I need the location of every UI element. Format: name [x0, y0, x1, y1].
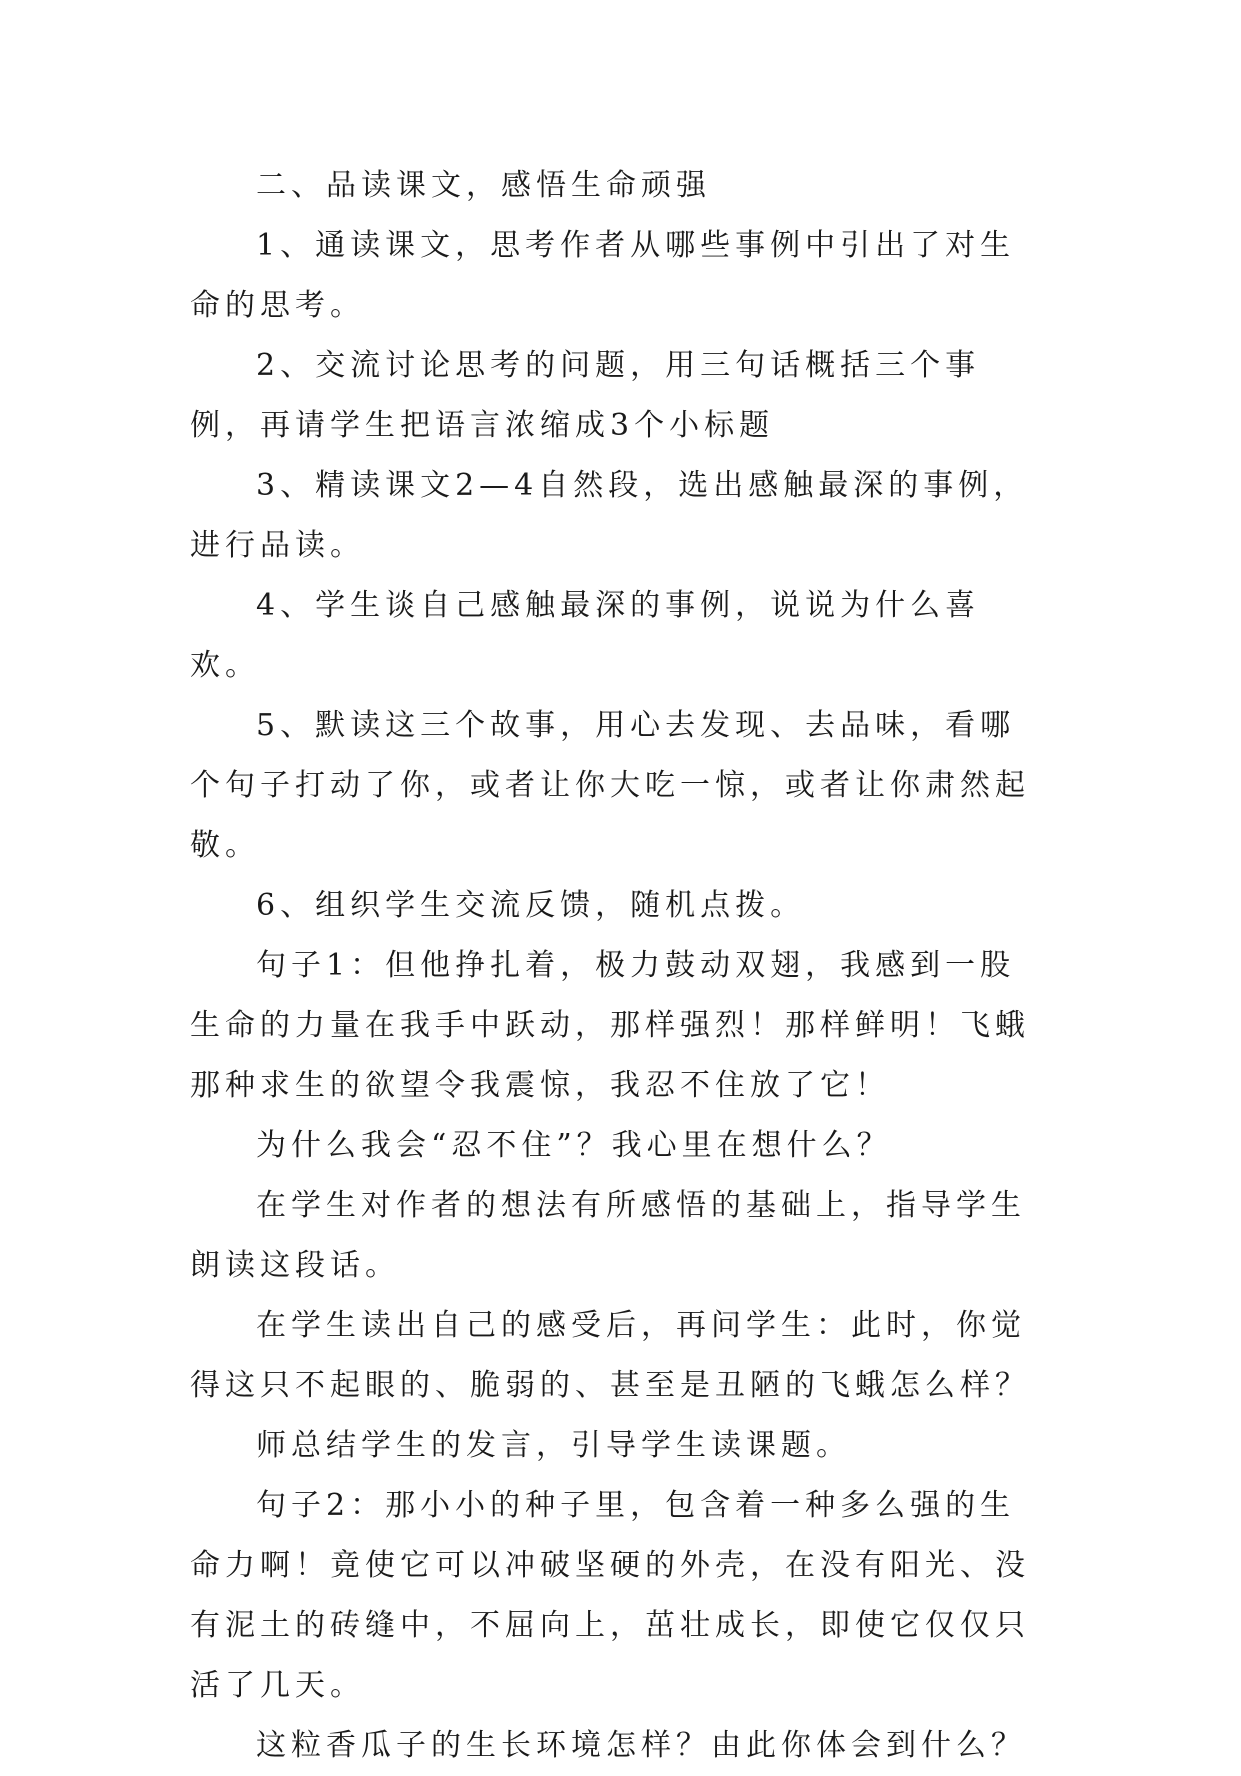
step-3-paragraph: 3、精读课文2—4自然段，选出感触最深的事例，进行品读。: [190, 468, 1029, 563]
guidance-paragraph: 在学生对作者的想法有所感悟的基础上，指导学生朗读这段话。: [190, 1188, 1026, 1283]
step-6-paragraph: 6、组织学生交流反馈，随机点拨。: [256, 888, 806, 923]
teacher-summary-paragraph: 师总结学生的发言，引导学生读课题。: [256, 1428, 851, 1463]
step-4-paragraph: 4、学生谈自己感触最深的事例，说说为什么喜欢。: [190, 588, 981, 683]
question-paragraph: 为什么我会“忍不住”？我心里在想什么？: [256, 1128, 892, 1163]
follow-up-question-paragraph: 在学生读出自己的感受后，再问学生：此时，你觉得这只不起眼的、脆弱的、甚至是丑陋的飞蛾怎么样？: [190, 1308, 1030, 1403]
sentence-2-paragraph: 句子2：那小小的种子里，包含着一种多么强的生命力啊！竟使它可以冲破坚硬的外壳，在没有阳光、没有泥土的砖缝中，不屈向上，茁壮成长，即使它仅仅只活了几天。: [190, 1488, 1030, 1703]
step-2-paragraph: 2、交流讨论思考的问题，用三句话概括三个事例，再请学生把语言浓缩成3个小标题: [190, 348, 981, 443]
final-question-paragraph: 这粒香瓜子的生长环境怎样？由此你体会到什么？: [256, 1728, 1026, 1763]
sentence-1-paragraph: 句子1：但他挣扎着，极力鼓动双翅，我感到一股生命的力量在我手中跃动，那样强烈！那样鲜明！飞蛾那种求生的欲望令我震惊，我忍不住放了它！: [190, 948, 1030, 1103]
step-1-paragraph: 1、通读课文，思考作者从哪些事例中引出了对生命的思考。: [190, 228, 1016, 323]
document-body: [190, 156, 1050, 1776]
step-5-paragraph: 5、默读这三个故事，用心去发现、去品味，看哪个句子打动了你，或者让你大吃一惊，或者让你肃然起敬。: [190, 708, 1030, 863]
section-heading: 二、品读课文，感悟生命顽强: [256, 168, 711, 203]
